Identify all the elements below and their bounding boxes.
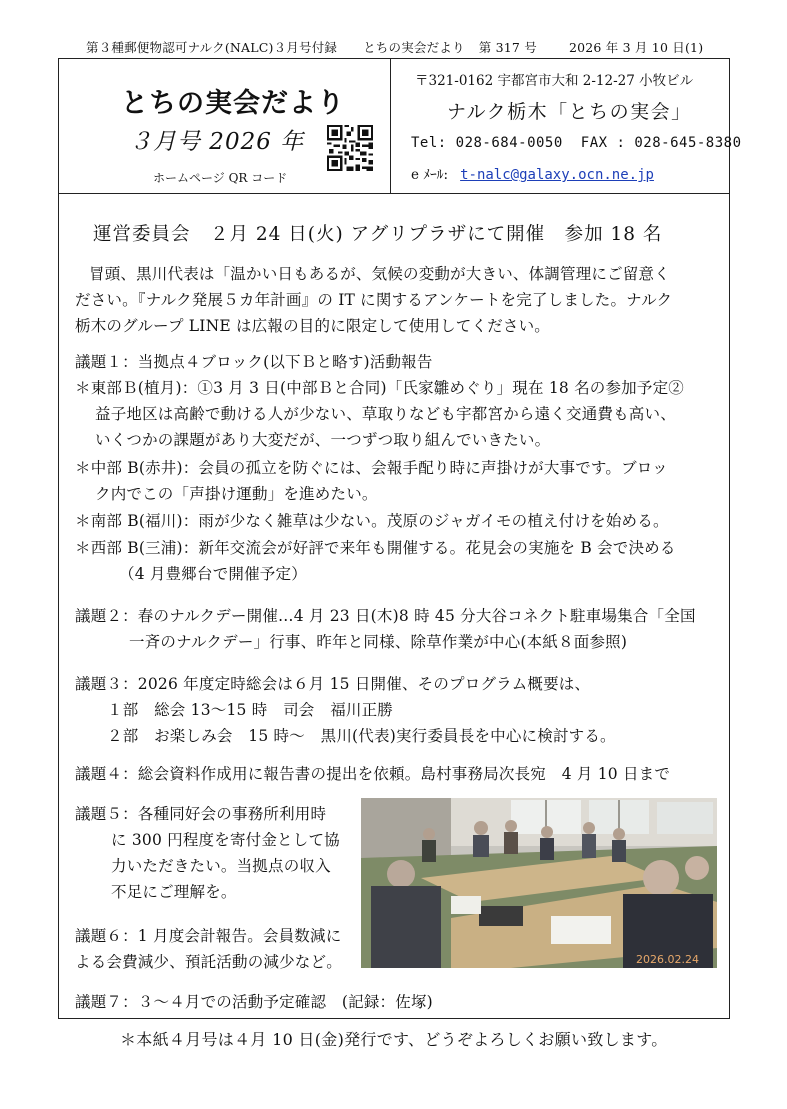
intro-line-3: 栃木のグループ LINE は広報の目的に限定して使用してください。 <box>75 317 551 335</box>
agenda1-central-line-1: ＊中部 B(赤井)：会員の孤立を防ぐには、会報手配り時に声掛けが大事です。ブロッ <box>75 459 668 477</box>
agenda1-east-line-3: いくつかの課題があり大変だが、一つずつ取り組んでいきたい。 <box>95 431 551 449</box>
agenda3-part-2: ２部 お楽しみ会 15 時～ 黒川(代表)実行委員長を中心に検討する。 <box>107 727 616 745</box>
agenda2-line-1: 議題２：春のナルクデー開催…4 月 23 日(木)8 時 45 分大谷コネクト駐車場集合「全国 <box>75 607 696 625</box>
fax-number: FAX : 028-645-8380 <box>580 135 742 151</box>
intro-line-1: 冒頭、黒川代表は「温かい日もあるが、気候の変動が大きい、体調管理にご留意く <box>89 265 670 283</box>
masthead-divider <box>390 59 391 193</box>
address: 〒321-0162 宇都宮市大和 2-12-27 小牧ビル <box>415 73 694 89</box>
issue-number: 第 317 号 <box>478 40 537 55</box>
meeting-photo <box>361 798 717 968</box>
page-header-line <box>86 38 746 56</box>
email-line <box>411 163 654 183</box>
agenda3-line-1: 議題３：2026 年度定時総会は６月 15 日開催、そのプログラム概要は、 <box>75 675 591 693</box>
agenda2-line-2: 一斉のナルクデー」行事、昨年と同様、除草作業が中心(本紙８面参照) <box>129 633 628 651</box>
agenda5-line-3: 力いただきたい。当拠点の収入 <box>111 857 331 875</box>
article-title: 運営委員会 ２月 24 日(火) アグリプラザにて開催 参加 18 名 <box>93 224 663 245</box>
agenda7: 議題７：３～４月での活動予定確認 (記録：佐塚) <box>75 993 433 1011</box>
qr-caption: ホームページ QR コード <box>153 171 288 185</box>
agenda5-line-2: に 300 円程度を寄付金として協 <box>111 831 340 849</box>
agenda6-line-2: よる会費減少、預託活動の減少など。 <box>75 953 342 971</box>
postal-permit: 第３種郵便物認可ナルク(NALC)３月号付録 <box>86 40 338 55</box>
email-label: e ﾒｰﾙ: <box>411 167 449 183</box>
agenda1-east-line-1: ＊東部Ｂ(植月)：①3 月 3 日(中部Ｂと合同)「氏家雛めぐり」現在 18 名の参加予定② <box>75 379 684 397</box>
organization-name: ナルク栃木「とちの実会」 <box>447 101 692 123</box>
agenda1-central-line-2: ク内でこの「声掛け運動」を進めたい。 <box>95 485 378 503</box>
agenda5-line-1: 議題５：各種同好会の事務所利用時 <box>75 805 327 823</box>
article-box <box>58 193 730 1019</box>
agenda1-west-line-1: ＊西部 B(三浦)：新年交流会が好評で来年も開催する。花見会の実施を B 会で決める <box>75 539 676 557</box>
agenda4: 議題４：総会資料作成用に報告書の提出を依頼。島村事務局次長宛 4 月 10 日まで <box>75 765 671 783</box>
agenda1-west-line-2: （4 月豊郷台で開催予定） <box>119 565 307 583</box>
issue-date: 2026 年 3 月 10 日(1) <box>568 40 704 55</box>
agenda1-south: ＊南部 B(福川)：雨が少なく雑草は少ない。茂原のジャガイモの植え付けを始める。 <box>75 512 669 530</box>
agenda1-heading: 議題１：当拠点４ブロック(以下Ｂと略す)活動報告 <box>75 353 433 371</box>
email-link[interactable]: t-nalc@galaxy.ocn.ne.jp <box>460 167 654 183</box>
agenda1-east-line-2: 益子地区は高齢で動ける人が少ない、草取りなども宇都宮から遠く交通費も高い、 <box>95 405 676 423</box>
newsletter-name: とちの実会だより <box>363 40 465 55</box>
next-issue-notice: ＊本紙４月号は４月 10 日(金)発行です、どうぞよろしくお願い致します。 <box>120 1030 668 1049</box>
tel-number: Tel: 028-684-0050 <box>411 135 563 151</box>
agenda6-line-1: 議題６：1 月度会計報告。会員数減に <box>75 927 342 945</box>
masthead-title: とちの実会だより <box>121 88 345 119</box>
agenda5-line-4: 不足にご理解を。 <box>111 883 237 901</box>
contact-phone-line <box>411 135 742 151</box>
intro-line-2: ださい。『ナルク発展５カ年計画』の IT に関するアンケートを完了しました。ナルク <box>75 291 673 309</box>
issue-label: ３月号 2026 年 <box>129 129 305 155</box>
qr-code-icon[interactable] <box>327 125 373 171</box>
masthead-box <box>58 58 742 194</box>
agenda3-part-1: １部 総会 13～15 時 司会 福川正勝 <box>107 701 394 719</box>
photo-date-stamp: 2026.02.24 <box>636 953 699 966</box>
